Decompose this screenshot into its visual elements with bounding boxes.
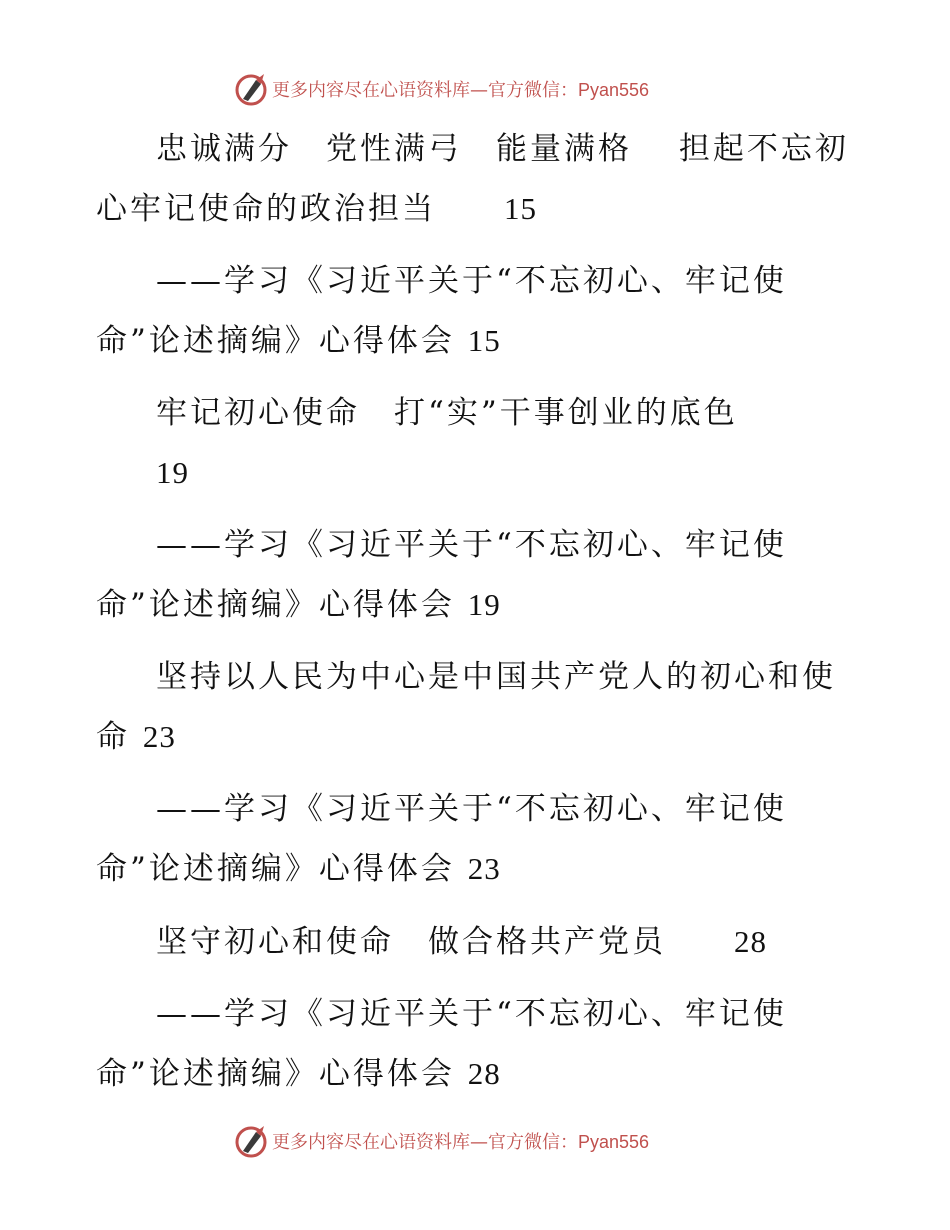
watermark-text: 更多内容尽在心语资料库—官方微信：Pyan556 xyxy=(272,80,650,101)
toc-entry[interactable] xyxy=(96,252,866,370)
page-number: 23 xyxy=(142,719,176,754)
wechat-id: Pyan556 xyxy=(578,80,650,100)
wechat-id: Pyan556 xyxy=(578,1132,650,1152)
toc-entry[interactable] xyxy=(96,648,866,766)
toc-entry-title-line: 命 23 xyxy=(96,719,176,755)
toc-entry-subtitle-line: ——学习《习近平关于“不忘初心、牢记使 xyxy=(156,791,787,827)
watermark-text: 更多内容尽在心语资料库—官方微信：Pyan556 xyxy=(272,1132,650,1153)
toc-entry-subtitle-line: ——学习《习近平关于“不忘初心、牢记使 xyxy=(156,263,787,299)
toc-entry[interactable] xyxy=(96,120,866,238)
header-watermark xyxy=(234,72,649,106)
page-number: 19 xyxy=(467,587,501,622)
footer-watermark xyxy=(234,1124,649,1158)
toc-entry-subtitle-line: 命”论述摘编》心得体会 19 xyxy=(96,587,501,623)
toc-entry-title-line: 坚守初心和使命 做合格共产党员 28 xyxy=(156,924,767,960)
toc-entry[interactable] xyxy=(96,384,866,502)
toc-entry-title-line: 心牢记使命的政治担当 15 xyxy=(96,191,537,227)
toc-entry-title-line: 牢记初心使命 打“实”干事创业的底色 xyxy=(156,395,738,431)
page-number: 23 xyxy=(467,851,501,886)
page-number: 15 xyxy=(504,191,537,226)
table-of-contents xyxy=(96,120,866,1103)
toc-entry-title-line: 忠诚满分 党性满弓 能量满格 担起不忘初 xyxy=(156,131,849,167)
page-number: 15 xyxy=(467,323,501,358)
toc-entry-subtitle-line: 命”论述摘编》心得体会 28 xyxy=(96,1056,501,1092)
toc-entry-title-line: 坚持以人民为中心是中国共产党人的初心和使 xyxy=(156,659,836,695)
page-number: 28 xyxy=(467,1056,501,1091)
page-number: 28 xyxy=(734,924,767,959)
toc-entry[interactable] xyxy=(96,516,866,634)
toc-entry-subtitle-line: ——学习《习近平关于“不忘初心、牢记使 xyxy=(156,527,787,563)
toc-entry[interactable] xyxy=(96,780,866,898)
pen-nib-logo-icon xyxy=(234,1124,268,1158)
toc-entry-subtitle-line: 命”论述摘编》心得体会 15 xyxy=(96,323,501,359)
pen-nib-logo-icon xyxy=(234,72,268,106)
toc-entry[interactable] xyxy=(96,985,866,1103)
page-number: 19 xyxy=(156,455,189,490)
toc-entry-title-line xyxy=(96,443,866,502)
toc-entry[interactable] xyxy=(96,912,866,971)
toc-entry-subtitle-line: 命”论述摘编》心得体会 23 xyxy=(96,851,501,887)
toc-entry-subtitle-line: ——学习《习近平关于“不忘初心、牢记使 xyxy=(156,996,787,1032)
